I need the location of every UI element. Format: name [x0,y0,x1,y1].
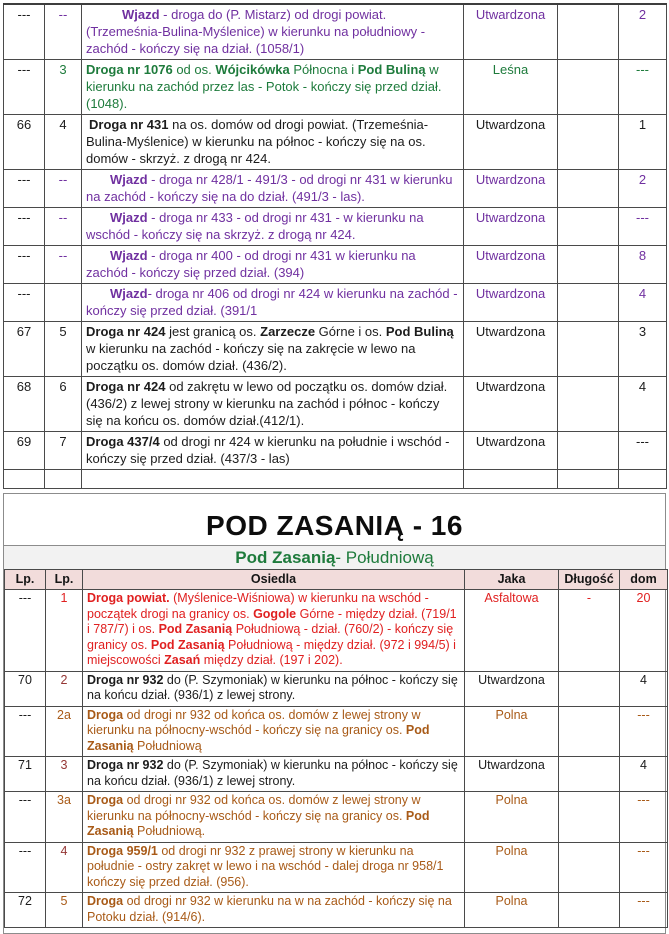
row-number-cell: --- [5,590,46,672]
road-name-bold: Pod Zasanią [87,808,430,838]
road-description [83,671,465,706]
row-subnumber-cell: 2 [46,671,83,706]
surface-type-cell: Utwardzona [464,115,558,170]
houses-count-cell: --- [620,893,668,928]
table-row [4,170,667,208]
row-number-cell: 67 [4,322,45,377]
road-description-text: - droga do (P. Mistarz) od drogi powiat. (Trzemeśnia-Bulina-Myślenice) w kierunku na południowy - zachód - kończy się na dział. (1058/1) [86,7,426,56]
table-row [4,246,667,284]
houses-count-cell: --- [620,792,668,843]
length-cell [558,322,619,377]
table-row [5,757,668,792]
row-subnumber-cell: -- [45,208,82,246]
empty-cell [619,470,667,489]
road-name-bold: Droga 959/1 [87,843,158,858]
row-number-cell: --- [4,4,45,60]
surface-type-cell: Utwardzona [464,4,558,60]
header-osiedla: Osiedla [83,570,465,590]
table-row [4,60,667,115]
road-name-bold: Wjazd [122,7,160,22]
table-row [4,284,667,322]
table-row [4,4,667,60]
row-number-cell: 68 [4,377,45,432]
road-name-bold: Pod Buliną [385,324,454,339]
surface-type-cell: Utwardzona [464,284,558,322]
road-name-bold: Droga nr 424 [86,324,166,339]
surface-type-cell: Polna [465,792,559,843]
road-description-text: Północna i [289,62,358,77]
road-description-text: od drogi nr 932 od końca os. domów z lewej strony w kierunku na północny-wschód - kończy się na granicy os. [87,707,421,737]
road-description-text: do (P. Szymoniak) w kierunku na północ - kończy się na końcu dział. (936/1) z lewej strony. [87,672,458,702]
length-cell [558,208,619,246]
row-number-cell: --- [4,208,45,246]
length-cell [558,115,619,170]
table-header-row [5,570,668,590]
road-description-text: między dział. (197 i 202). [200,653,343,667]
header-lp2: Lp. [46,570,83,590]
table-row [5,842,668,893]
surface-type-cell: Polna [465,893,559,928]
surface-type-cell: Utwardzona [464,246,558,284]
road-name-bold: Zasań [164,653,201,667]
road-description-text: - droga nr 428/1 - 491/3 - od drogi nr 431 w kierunku na zachód - kończy się na do dział. (491/3 - las). [86,172,453,204]
road-description [82,4,464,60]
road-description-text: - droga nr 400 - od drogi nr 431 w kierunku na zachód - kończy się przed dział. (394) [86,248,416,280]
road-description [83,706,465,757]
row-subnumber-cell: 5 [46,893,83,928]
length-cell [558,432,619,470]
houses-count-cell: --- [619,432,667,470]
empty-cell [4,470,45,489]
road-name-bold: Droga nr 932 [87,758,164,772]
houses-count-cell: 2 [619,4,667,60]
length-cell [559,671,620,706]
houses-count-cell: --- [619,60,667,115]
road-description-text: Górne - między dział. (719/1 i 787/7) i os. [87,606,457,636]
houses-count-cell: 1 [619,115,667,170]
road-name-bold: Droga [87,793,124,807]
road-description [82,170,464,208]
surface-type-cell: Utwardzona [465,671,559,706]
road-description-text: od os. [172,62,216,77]
row-subnumber-cell: -- [45,246,82,284]
table-row [5,671,668,706]
road-description [82,377,464,432]
road-description-text: Południową. [133,824,206,838]
row-subnumber-cell: 4 [45,115,82,170]
road-name-bold: Droga nr 1076 [86,62,173,77]
road-name-bold: Gogole [253,606,297,621]
road-name-bold: Wjazd [110,248,148,263]
length-cell [559,706,620,757]
houses-count-cell: --- [620,842,668,893]
road-name-bold: Pod Buliną [357,62,426,77]
row-number-cell: --- [4,284,45,322]
frame-bottom-padding [4,928,665,933]
section-pod-zasania [3,493,666,934]
road-description [83,842,465,893]
table-row [4,115,667,170]
table-row [4,208,667,246]
road-description [83,792,465,843]
houses-count-cell: 3 [619,322,667,377]
length-cell [559,757,620,792]
empty-cell [45,470,82,489]
row-subnumber-cell: -- [45,4,82,60]
road-name-bold: Droga [87,707,124,722]
surface-type-cell: Utwardzona [464,322,558,377]
road-name-bold: Droga 437/4 [86,434,160,449]
road-description [82,208,464,246]
row-subnumber-cell: 2a [46,706,83,757]
road-description [83,590,465,672]
road-description [82,60,464,115]
road-description-text: - droga nr 433 - od drogi nr 431 - w kierunku na wschód - kończy się na skrzyż. z drogą nr 424. [86,210,424,242]
road-name-bold: Droga nr 932 [87,672,164,687]
road-description-text: Południową - między dział. (972 i 994/5) i miejscowości [87,637,456,667]
row-number-cell: --- [5,792,46,843]
table-row [5,792,668,843]
road-name-bold: Pod Zasanią [158,622,233,636]
row-subnumber-cell: 4 [46,842,83,893]
length-cell [559,842,620,893]
roads-table-pod-zasania [4,569,668,928]
road-description-text: od drogi nr 932 w kierunku na w na zachód - kończy się na Potoku dział. (914/6). [87,894,452,924]
surface-type-cell: Utwardzona [464,208,558,246]
surface-type-cell: Utwardzona [464,377,558,432]
section-subtitle [4,545,665,569]
road-name-bold: Droga nr 424 [86,379,166,394]
length-cell [558,284,619,322]
roads-table-pod-bulina [3,3,667,489]
roads-table-body [4,4,667,489]
header-jaka: Jaka [465,570,559,590]
length-cell [559,792,620,843]
roads-table-body [5,590,668,928]
row-number-cell: 69 [4,432,45,470]
road-description-text: od zakrętu w lewo od początku os. domów dział. (436/2) z lewej strony w kierunku na zachód i północ - kończy się na końcu os. domów dział.(412/1). [86,379,448,428]
row-subnumber-cell: 3 [46,757,83,792]
length-cell [558,170,619,208]
road-description-text: od drogi nr 932 od końca os. domów z lewej strony w kierunku na północny-wschód - kończy się na granicy os. [87,793,421,823]
table-row [4,322,667,377]
road-description-text: jest granicą os. [165,324,261,339]
length-cell [558,60,619,115]
row-number-cell: --- [4,60,45,115]
houses-count-cell: 8 [619,246,667,284]
header-dlugosc: Długość [559,570,620,590]
empty-cell [82,470,464,489]
road-description-text: od drogi nr 932 z prawej strony w kierunku na południe - ostry zakręt w lewo i na wschód - dalej droga nr 958/1 kończy się przed dział. (956). [87,843,444,889]
road-description [82,115,464,170]
road-description-text: (Myślenice-Wiśniowa) w kierunku na wschód - początek drogi na granicy os. [87,591,429,621]
houses-count-cell: 4 [619,377,667,432]
table-row [5,590,668,672]
row-number-cell: 71 [5,757,46,792]
row-number-cell: 66 [4,115,45,170]
empty-cell [464,470,558,489]
road-description-text: w kierunku na zachód przez las - Potok - kończy się przed dział. (1048). [86,62,442,111]
houses-count-cell: 2 [619,170,667,208]
road-name-bold: Zarzecze [260,324,316,339]
table-row [4,432,667,470]
row-subnumber-cell: 5 [45,322,82,377]
row-number-cell: --- [5,842,46,893]
road-description [83,893,465,928]
surface-type-cell: Utwardzona [464,170,558,208]
row-subnumber-cell: -- [45,170,82,208]
houses-count-cell: --- [619,208,667,246]
road-name-bold: Wjazd [110,172,148,187]
row-subnumber-cell: 6 [45,377,82,432]
road-description-text: na os. domów od drogi powiat. (Trzemeśnia-Bulina-Myślenice) w kierunku na północ - kończy się na os. domów - skrzyż. z drogą nr 424. [86,117,429,166]
header-lp1: Lp. [5,570,46,590]
road-name-bold: Wójcikówka [215,62,290,77]
houses-count-cell: 4 [620,757,668,792]
houses-count-cell: 4 [620,671,668,706]
road-description-text: Południową - dział. (760/2) - kończy się granicy os. [87,622,454,652]
row-number-cell: 72 [5,893,46,928]
road-name-bold: Droga [87,894,124,908]
length-cell [559,893,620,928]
surface-type-cell: Polna [465,842,559,893]
road-description-text: Górne i os. [315,324,386,339]
row-subnumber-cell: 3a [46,792,83,843]
table-row [5,893,668,928]
road-name-bold: Pod Zasanią [87,723,430,753]
houses-count-cell: 20 [620,590,668,672]
surface-type-cell: Utwardzona [465,757,559,792]
road-description [83,757,465,792]
row-number-cell: --- [4,246,45,284]
road-description [82,432,464,470]
road-description-text: od drogi nr 424 w kierunku na południe i wschód - kończy się przed dział. (437/3 - las) [86,434,450,466]
road-description-text: do (P. Szymoniak) w kierunku na północ - kończy się na końcu dział. (936/1) z lewej strony. [87,758,458,788]
row-subnumber-cell: 7 [45,432,82,470]
houses-count-cell: 4 [619,284,667,322]
row-subnumber-cell [45,284,82,322]
length-cell: - [559,590,620,672]
header-dom: dom [620,570,668,590]
length-cell [558,377,619,432]
empty-row [4,470,667,489]
surface-type-cell: Asfaltowa [465,590,559,672]
table-row [4,377,667,432]
houses-count-cell: --- [620,706,668,757]
road-name-bold: Pod Zasanią [150,637,225,652]
road-description-text: Południową [133,738,202,753]
length-cell [558,4,619,60]
length-cell [558,246,619,284]
road-description-text: w kierunku na zachód - kończy się na zakręcie w lewo na początku os. domów dział. (436/2). [86,341,416,373]
row-number-cell: --- [5,706,46,757]
subtitle-area-name: Pod Zasanią [235,547,336,567]
road-name-bold: Droga powiat. [87,591,170,605]
empty-cell [558,470,619,489]
surface-type-cell: Leśna [464,60,558,115]
row-number-cell: --- [4,170,45,208]
surface-type-cell: Polna [465,706,559,757]
road-description [82,246,464,284]
subtitle-area-suffix: - Południową [335,547,434,567]
road-name-bold: Wjazd [110,286,148,301]
table-row [5,706,668,757]
section-title: POD ZASANIĄ - 16 [206,510,463,541]
row-subnumber-cell: 1 [46,590,83,672]
road-name-bold: Wjazd [110,210,148,225]
road-description [82,322,464,377]
road-description [82,284,464,322]
road-description-text: - droga nr 406 od drogi nr 424 w kierunku na zachód - kończy się przed dział. (391/1 [86,286,458,318]
row-number-cell: 70 [5,671,46,706]
road-name-bold: Droga nr 431 [89,117,169,132]
surface-type-cell: Utwardzona [464,432,558,470]
row-subnumber-cell: 3 [45,60,82,115]
